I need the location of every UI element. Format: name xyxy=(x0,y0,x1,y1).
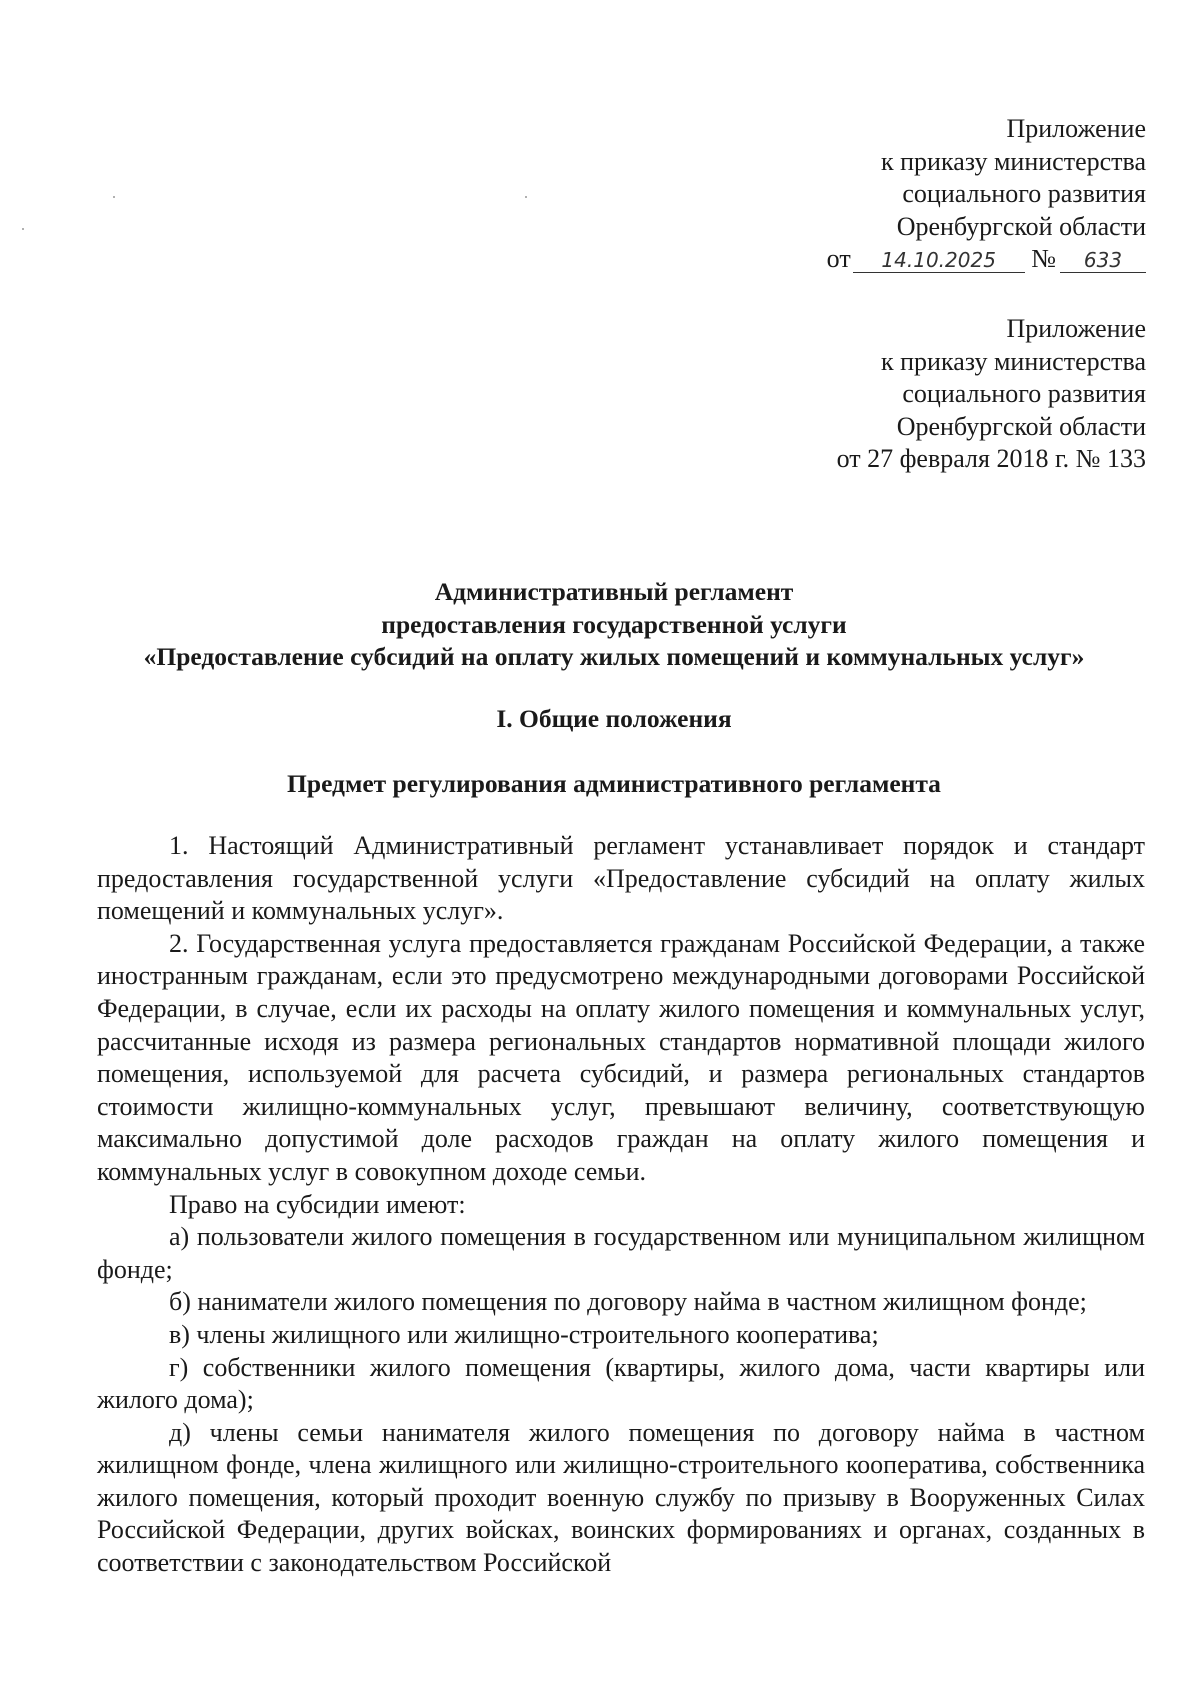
appendix-line: Оренбургской области xyxy=(896,411,1146,441)
list-item: г) собственники жилого помещения (квартиры, жилого дома, части квартиры или жилого дома); xyxy=(97,1352,1145,1415)
appendix-line: к приказу министерства xyxy=(881,346,1146,376)
appendix-current-order xyxy=(686,113,1146,276)
order-date-number-line xyxy=(686,243,1146,276)
section-heading: I. Общие положения xyxy=(496,704,732,733)
title-line: предоставления государственной услуги xyxy=(381,609,847,639)
scan-speck xyxy=(113,196,115,198)
paragraph: 1. Настоящий Административный регламент устанавливает порядок и стандарт предоставления государственной услуги «Предоставление субсидий на оплату жилых помещений и коммунальных услуг». xyxy=(97,831,1145,926)
handwritten-order-number: 633 xyxy=(1060,248,1146,273)
document-body xyxy=(97,830,1145,1580)
appendix-line: социального развития xyxy=(902,179,1146,208)
appendix-line: социального развития xyxy=(902,379,1146,408)
list-item: а) пользователи жилого помещения в государственном или муниципальном жилищном фонде; xyxy=(97,1222,1145,1284)
appendix-previous-order xyxy=(686,313,1146,476)
scan-speck xyxy=(525,196,527,198)
handwritten-date: 14.10.2025 xyxy=(853,248,1025,273)
title-line: «Предоставление субсидий на оплату жилых помещений и коммунальных услуг» xyxy=(143,642,1085,671)
list-item: б) наниматели жилого помещения по договору найма в частном жилищном фонде; xyxy=(169,1287,1087,1317)
list-item: д) члены семьи нанимателя жилого помещения по договору найма в частном жилищном фонде, члена жилищного или жилищно-строительного кооператива, собственника жилого помещения, который проходит военную службу по призыву в Вооруженных Силах Российской Федерации, других войсках, воинских формированиях и органах, созданных в соответствии с законодательством Российской xyxy=(97,1417,1145,1578)
document-title xyxy=(84,576,1144,674)
appendix-line: от 27 февраля 2018 г. № 133 xyxy=(836,444,1146,473)
subsection-heading: Предмет регулирования административного регламента xyxy=(287,769,941,798)
title-line: Административный регламент xyxy=(434,577,794,606)
paragraph: 2. Государственная услуга предоставляется гражданам Российской Федерации, а также иностранным гражданам, если это предусмотрено международными договорами Российской Федерации, в случае, если их расходы на оплату жилого помещения и коммунальных услуг, рассчитанные исходя из размера региональных стандартов нормативной площади жилого помещения, используемой для расчета субсидий, и размера региональных стандартов стоимости жилищно-коммунальных услуг, превышают величину, соответствующую максимально допустимой доле расходов граждан на оплату жилого помещения и коммунальных услуг в совокупном доходе семьи. xyxy=(97,928,1145,1186)
appendix-line: к приказу министерства xyxy=(881,146,1146,176)
appendix-line: Оренбургской области xyxy=(896,211,1146,241)
appendix-line: Приложение xyxy=(1006,114,1146,143)
scan-speck xyxy=(22,228,24,230)
from-prefix: от xyxy=(826,244,851,273)
paragraph: Право на субсидии имеют: xyxy=(169,1189,466,1219)
number-sign: № xyxy=(1031,244,1056,273)
list-item: в) члены жилищного или жилищно-строительного кооператива; xyxy=(169,1319,879,1349)
appendix-line: Приложение xyxy=(1006,314,1146,343)
